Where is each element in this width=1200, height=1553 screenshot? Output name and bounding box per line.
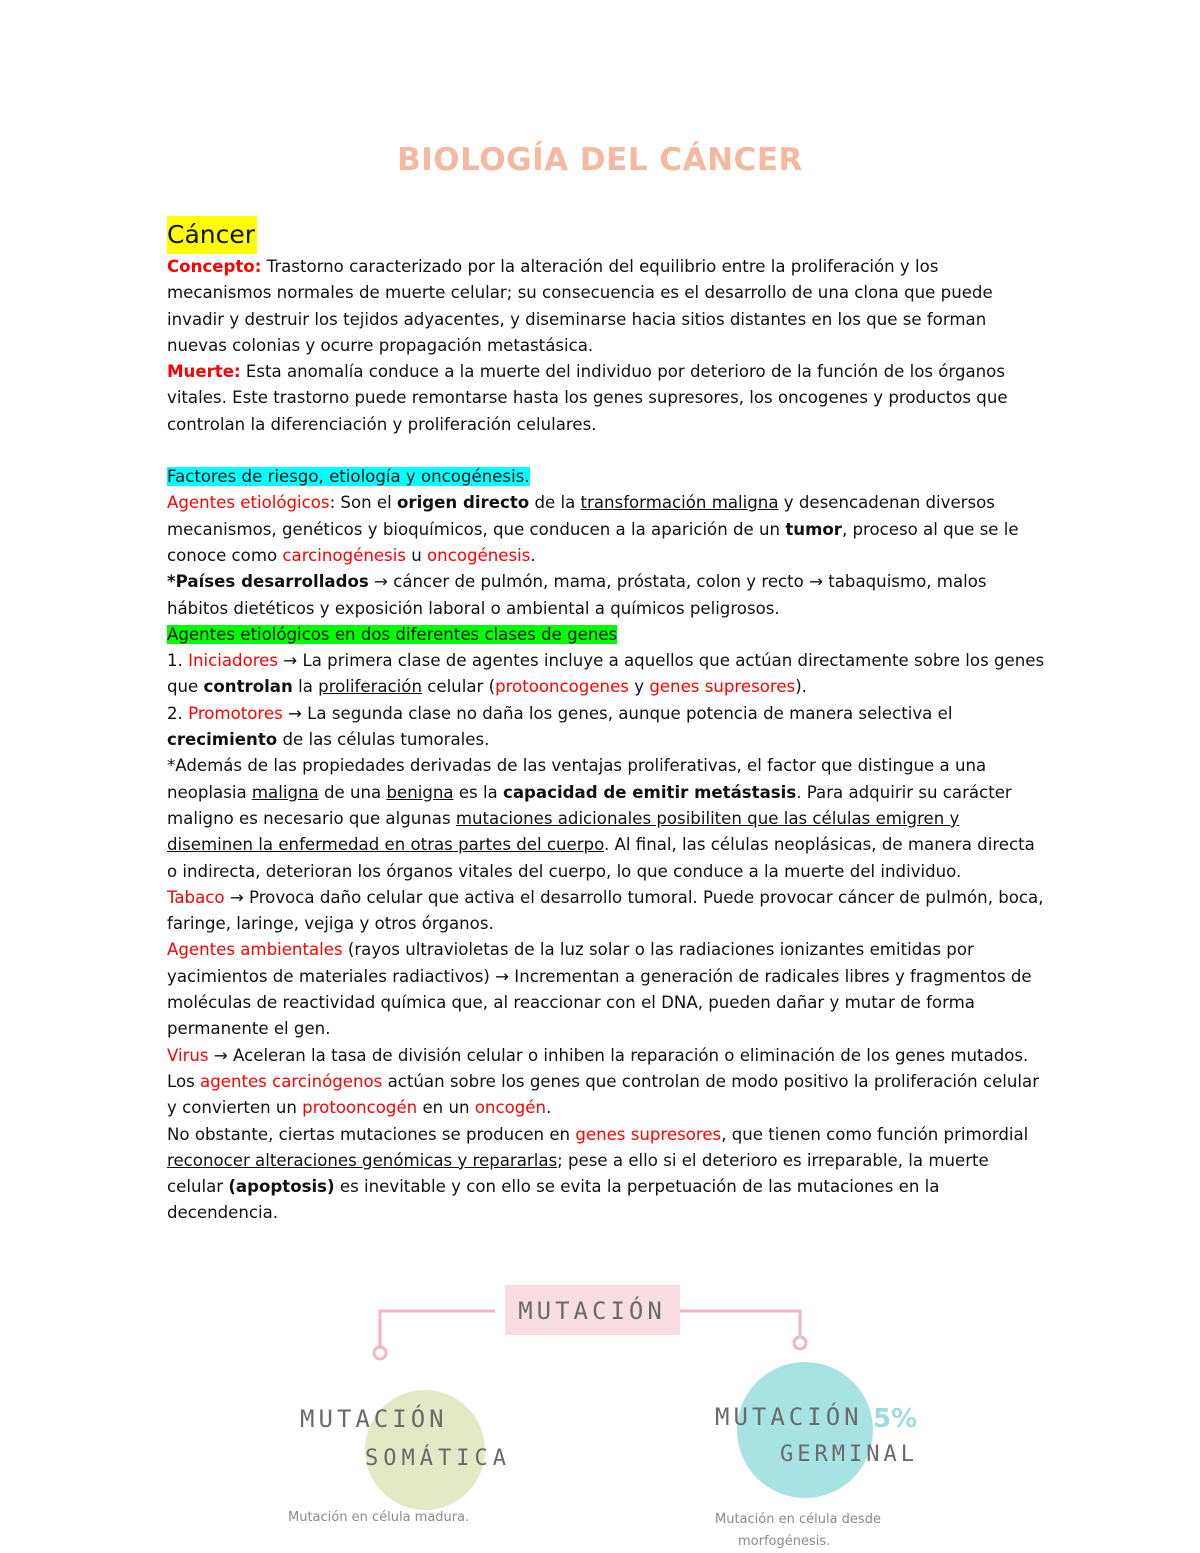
clases-heading: Agentes etiológicos en dos diferentes clases de genes <box>167 624 618 644</box>
underlined-run: mutaciones adicionales posibiliten que las células emigren y diseminen la enfermedad en otras partes del cuerpo <box>167 808 960 855</box>
underlined-run: reconocer alteraciones genómicas y repararlas <box>167 1150 558 1170</box>
top-label: MUTACIÓN <box>518 1297 666 1325</box>
supresores-paragraph <box>167 1122 1047 1227</box>
bold-run: origen directo <box>397 493 530 513</box>
ambientales-label: Agentes ambientales <box>167 940 343 960</box>
concepto-text: Trastorno caracterizado por la alteración del equilibrio entre la proliferación y los mecanismos normales de muerte celular; su consecuencia es el desarrollo de una clona que puede invadir y destruir los tejidos adyacentes, y diseminarse hacia sitios distantes en los que se forman nuevas colonias y ocurre propagación metastásica. <box>167 257 993 355</box>
spacer <box>167 438 1047 464</box>
text-run: Los <box>167 1071 201 1091</box>
concepto-label: Concepto: <box>167 257 262 276</box>
germinal-caption-2: morfogénesis. <box>738 1534 831 1549</box>
text-run: → La primera clase de agentes incluye a aquellos que actúan directamente sobre los genes que <box>167 651 1045 697</box>
red-run: genes supresores <box>575 1124 722 1144</box>
list-number: 1. <box>167 651 189 671</box>
text-run: *Además de las propiedades derivadas de las ventajas proliferativas, el factor que distingue a una neoplasia <box>167 756 987 802</box>
muerte-label: Muerte: <box>167 362 241 382</box>
text-run: No obstante, ciertas mutaciones se producen en <box>167 1124 576 1144</box>
factores-heading: Factores de riesgo, etiología y oncogénesis. <box>167 467 530 487</box>
text-run: y desencadenan diversos mecanismos, genéticos y bioquímicos, que conducen a la aparición de un <box>167 493 995 539</box>
red-run: protooncogén <box>302 1098 418 1118</box>
germinal-percent: 5% <box>873 1404 918 1434</box>
document-body <box>167 216 1047 1227</box>
section-heading: Cáncer <box>167 216 257 254</box>
underlined-run: maligna <box>251 782 319 802</box>
mutation-diagram-svg <box>270 1275 950 1553</box>
germinal-caption-1: Mutación en célula desde <box>715 1512 881 1527</box>
red-run: oncogén <box>474 1098 546 1118</box>
muerte-paragraph <box>167 359 1047 438</box>
text-run: → La segunda clase no daña los genes, aunque potencia de manera selectiva el <box>282 703 953 723</box>
factores-heading-line <box>167 464 1047 490</box>
promotores-paragraph <box>167 701 1047 754</box>
text-run: . Al final, las células neoplásicas, de manera directa o indirecta, deterioran los órganos vitales del cuerpo, lo que conduce a la muerte del individuo. <box>167 835 1035 881</box>
text-run: y <box>628 677 650 697</box>
text-run: ; pese a ello si el deterioro es irreparable, la muerte celular <box>167 1150 989 1197</box>
connector-right <box>680 1311 800 1337</box>
somatic-line1: MUTACIÓN <box>300 1405 448 1433</box>
text-run: actúan sobre los genes que controlan de modo positivo la proliferación celular y convierten un <box>167 1071 1040 1118</box>
iniciadores-label: Iniciadores <box>188 651 279 671</box>
red-run: agentes carcinógenos <box>200 1071 383 1091</box>
bold-run: *Países desarrollados <box>167 572 369 592</box>
carcinogenos-paragraph <box>167 1069 1047 1122</box>
text-run: de la <box>529 493 581 513</box>
iniciadores-paragraph <box>167 648 1047 701</box>
mutation-diagram <box>270 1275 950 1553</box>
promotores-label: Promotores <box>188 703 283 723</box>
clases-heading-line <box>167 622 1047 648</box>
germinal-line2: GERMINAL <box>780 1442 918 1467</box>
tabaco-paragraph <box>167 885 1047 938</box>
text-run: . <box>530 545 536 565</box>
red-run: genes supresores <box>649 677 796 697</box>
red-run: oncogénesis <box>427 545 531 565</box>
red-run: carcinogénesis <box>282 545 406 565</box>
text-run: la <box>292 677 319 697</box>
text-run: : Son el <box>329 493 397 513</box>
ademas-paragraph <box>167 753 1047 884</box>
virus-label: Virus <box>167 1045 209 1065</box>
text-run: es la <box>453 782 504 802</box>
text-run: u <box>405 545 428 565</box>
underlined-run: benigna <box>386 782 454 802</box>
text-run: es inevitable y con ello se evita la perpetuación de las mutaciones en la decendencia. <box>167 1177 940 1223</box>
agentes-label: Agentes etiológicos <box>167 493 330 513</box>
text-run: . Para adquirir su carácter maligno es necesario que algunas <box>167 782 1012 828</box>
underlined-run: transformación maligna <box>580 493 779 513</box>
connector-right-dot <box>794 1337 806 1349</box>
text-run: ). <box>795 677 807 697</box>
text-run: , proceso al que se le conoce como <box>167 519 1019 565</box>
tabaco-label: Tabaco <box>167 887 225 907</box>
text-run: . <box>546 1098 552 1118</box>
text-run: de una <box>318 782 387 802</box>
list-number: 2. <box>167 703 189 723</box>
concepto-paragraph <box>167 254 1047 359</box>
germinal-line1: MUTACIÓN <box>715 1403 863 1431</box>
underlined-run: proliferación <box>318 677 422 697</box>
agentes-paragraph <box>167 490 1047 569</box>
text-run: → cáncer de pulmón, mama, próstata, colon y recto → tabaquismo, malos hábitos dietéticos y exposición laboral o ambiental a químicos peligrosos. <box>167 572 987 618</box>
bold-run: tumor <box>785 519 842 539</box>
text-run: en un <box>417 1098 475 1118</box>
text-run: → Provoca daño celular que activa el desarrollo tumoral. Puede provocar cáncer de pulmón, boca, faringe, laringe, vejiga y otros órganos. <box>167 887 1044 934</box>
bold-run: controlan <box>203 677 293 697</box>
text-run: (rayos ultravioletas de la luz solar o las radiaciones ionizantes emitidas por yacimientos de materiales radiactivos) → Incrementan a generación de radicales libres y fragmentos de moléculas de reactividad química que, al reaccionar con el DNA, pueden dañar y mutar de forma permanente el gen. <box>167 940 1032 1039</box>
muerte-text: Esta anomalía conduce a la muerte del individuo por deterioro de la función de los órganos vitales. Este trastorno puede remontarse hasta los genes supresores, los oncogenes y productos que controlan la diferenciación y proliferación celulares. <box>167 362 1008 434</box>
text-run: de las células tumorales. <box>277 730 490 750</box>
connector-left <box>380 1311 495 1347</box>
page-title: BIOLOGÍA DEL CÁNCER <box>397 142 803 178</box>
text-run: → Aceleran la tasa de división celular o inhiben la reparación o eliminación de los genes mutados. <box>208 1045 1029 1065</box>
somatic-line2: SOMÁTICA <box>365 1446 511 1471</box>
bold-run: capacidad de emitir metástasis <box>503 782 797 802</box>
connector-left-dot <box>374 1347 386 1359</box>
paises-paragraph <box>167 569 1047 622</box>
virus-paragraph <box>167 1043 1047 1069</box>
bold-run: crecimiento <box>167 730 278 750</box>
somatic-caption: Mutación en célula madura. <box>288 1510 470 1525</box>
red-run: protooncogenes <box>495 677 629 697</box>
ambientales-paragraph <box>167 937 1047 1042</box>
bold-run: (apoptosis) <box>228 1177 335 1197</box>
text-run: celular ( <box>421 677 496 697</box>
text-run: , que tienen como función primordial <box>721 1124 1029 1144</box>
